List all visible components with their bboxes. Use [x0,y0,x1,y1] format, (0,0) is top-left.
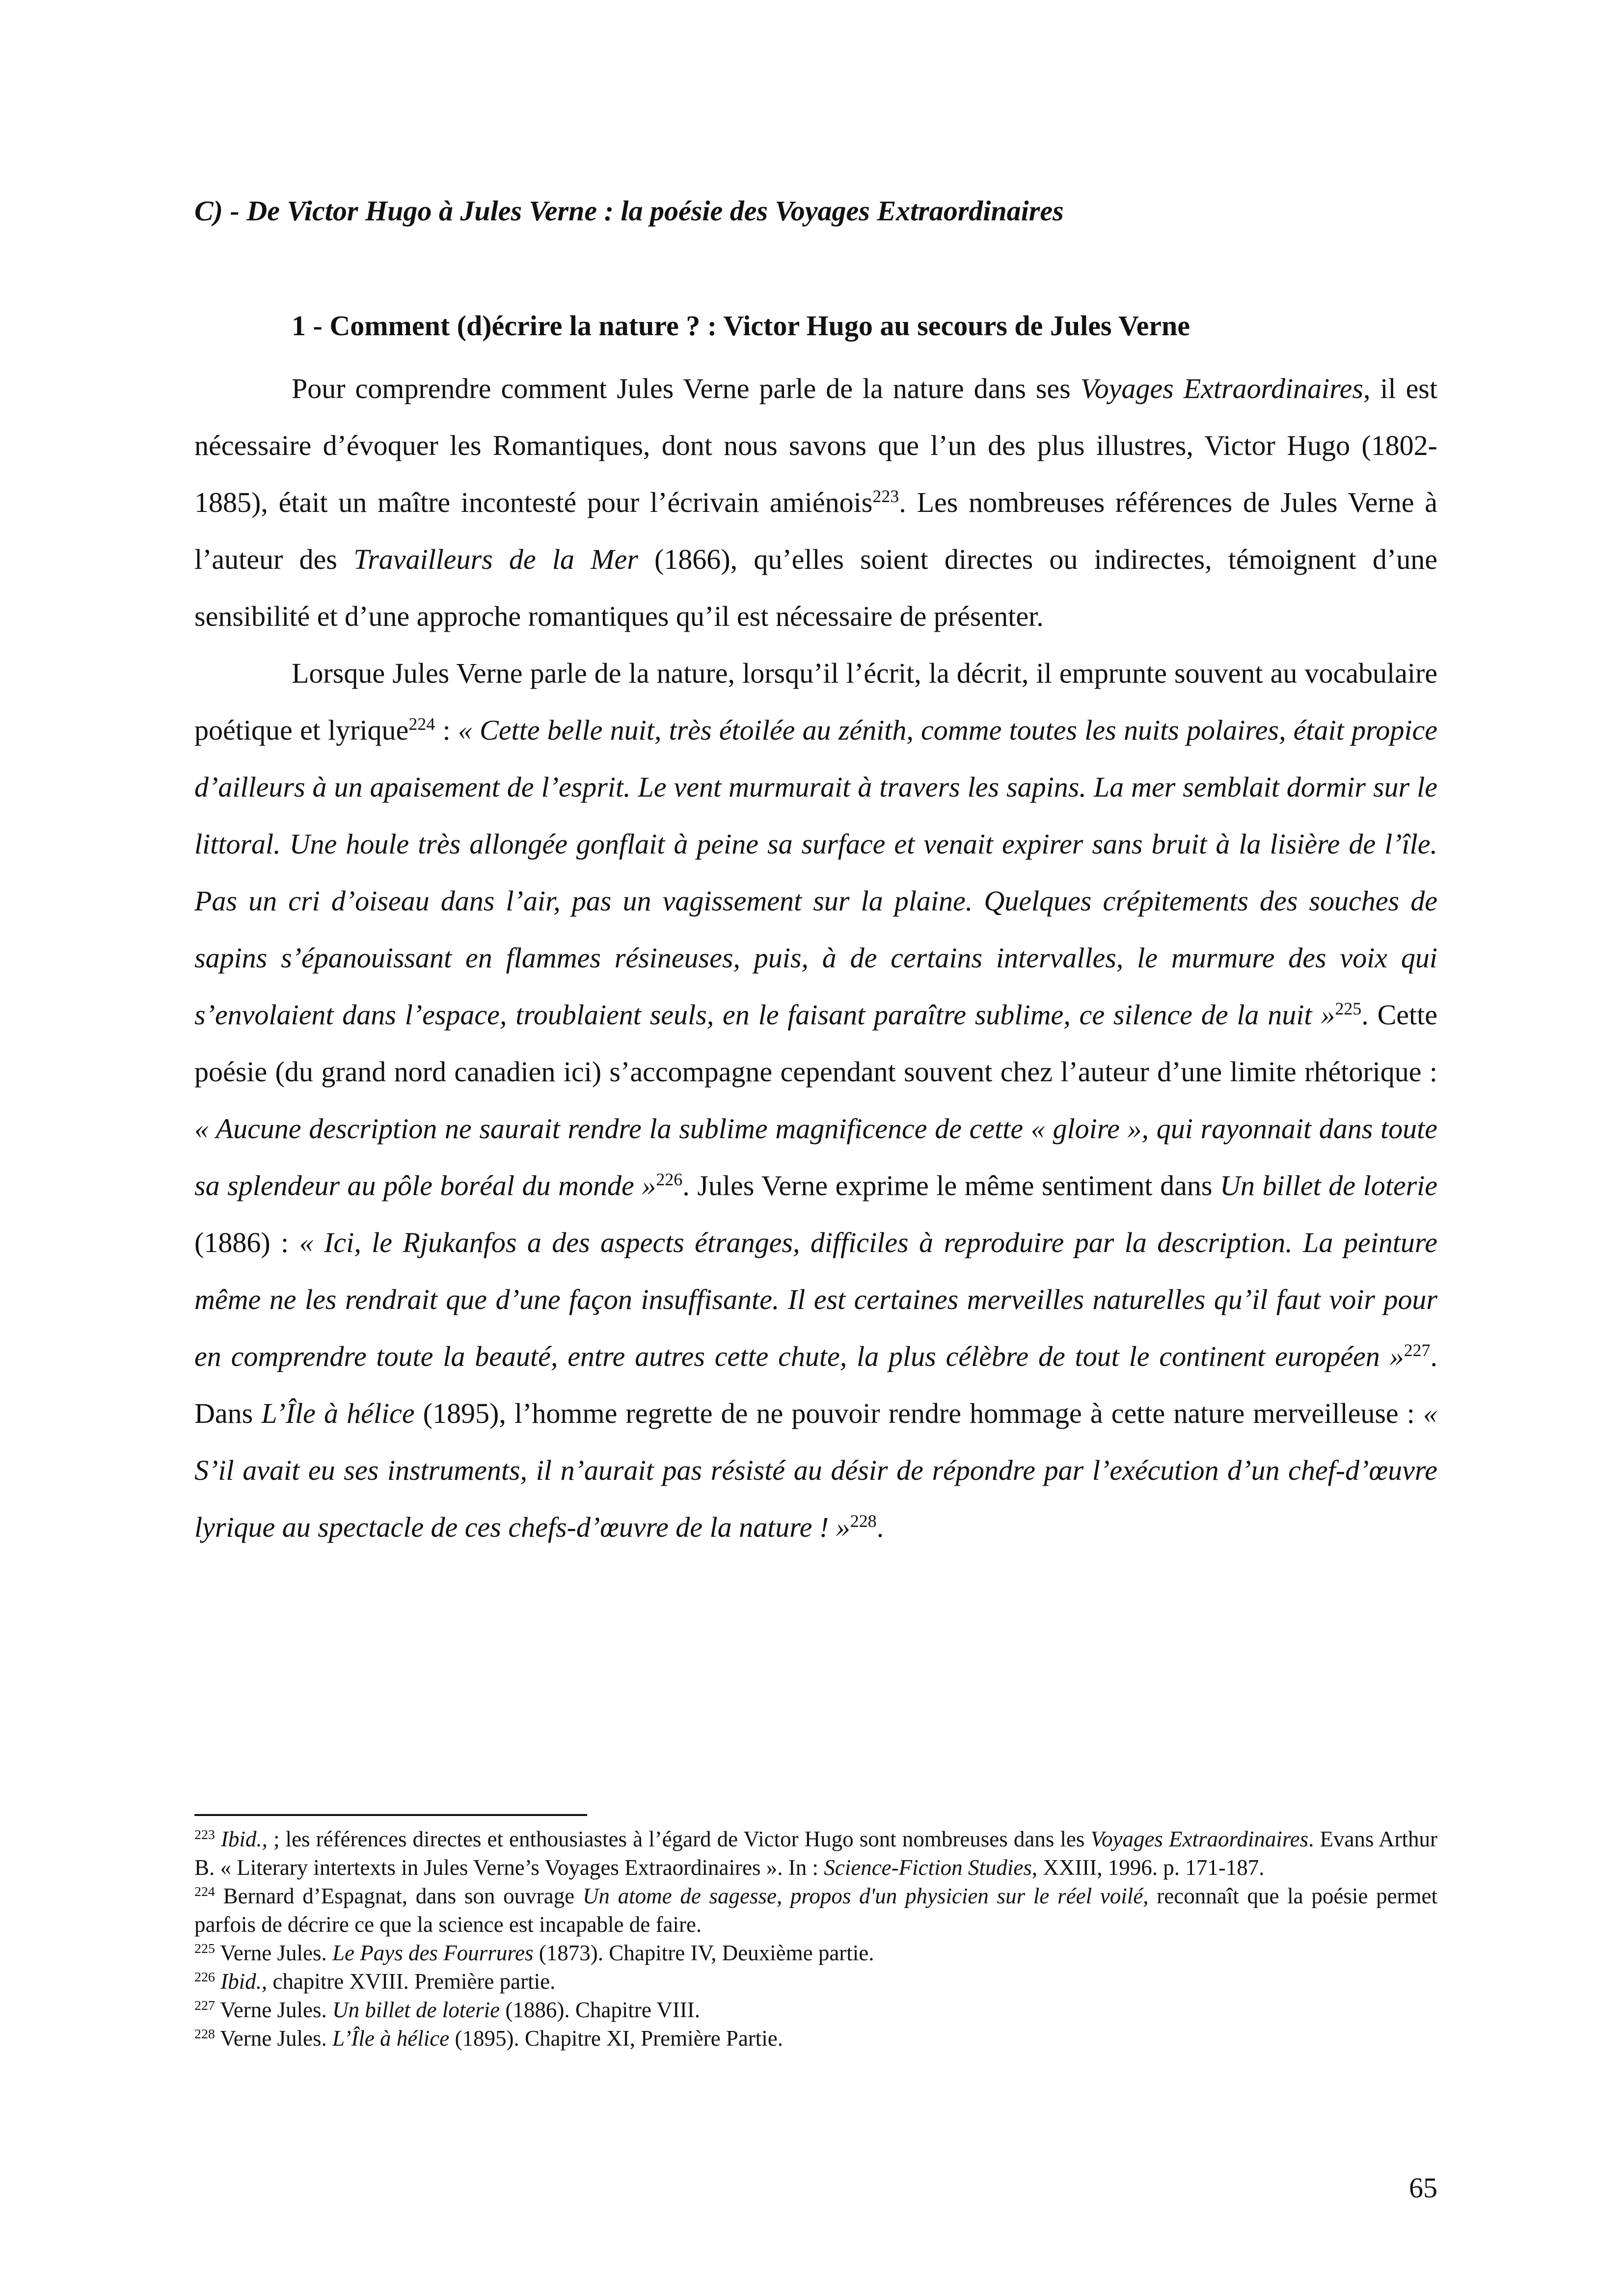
footnote-ref: 227 [1404,1340,1431,1361]
work-title: Voyages Extraordinaires [1080,373,1363,404]
footnote-227: $^{227}$ Verne Jules. Un billet de loterie (1886). Chapitre VIII. [194,1998,700,2022]
paragraph-2: Lorsque Jules Verne parle de la nature, lorsqu’il l’écrit, la décrit, il emprunte souvent au vocabulaire poétique et lyrique$^{224}$ : « Cette belle nuit, très étoilée au zénith, comme toutes les nuits polaires, était propice d’ailleurs à un apaisement de l’esprit. Le vent murmurait à travers les sapins. La mer semblait dormir sur le littoral. Une houle très allongée gonflait à peine sa surface et venait expirer sans bruit à la lisière de l’île. Pas un cri d’oiseau dans l’air, pas un vagissement sur la plaine. Quelques crépitements des souches de sapins s’épanouissant en flammes résineuses, puis, à de certains intervalles, le murmure des voix qui s’envolaient dans l’espace, troublaient seuls, en le faisant paraître sublime, ce silence de la nuit »$^{225}$. Cette poésie (du grand nord canadien ici) s’accompagne cependant souvent chez l’auteur d’une limite rhétorique : « Aucune description ne saurait rendre la sublime magnificence de cette « gloire », qui rayonnait dans toute sa splendeur au pôle boréal du monde »$^{226}$. Jules Verne exprime le même sentiment dans Un billet de loterie (1886) : « Ici, le Rjukanfos a des aspects étranges, difficiles à reproduire par la description. La peinture même ne les rendrait que d’une façon insuffisante. Il est certaines merveilles naturelles qu’il faut voir pour en comprendre toute la beauté, entre autres cette chute, la plus célèbre de tout le continent européen »$^{227}$. Dans L’Île à hélice (1895), l’homme regrette de ne pouvoir rendre hommage à cette nature merveilleuse : « S’il avait eu ses instruments, il n’aurait pas résisté au désir de répondre par l’exécution d’un chef-d’œuvre lyrique au spectacle de ces chefs-d’œuvre de la nature ! »$^{228}$. [194,657,1438,1543]
footnote-ref: 223 [872,486,899,507]
quotation: « Cette belle nuit, très étoilée au zénith, comme toutes les nuits polaires, était propice d’ailleurs à un apaisement de l’esprit. Le vent murmurait à travers les sapins. La mer semblait dormir sur le littoral. Une houle très allongée gonflait à peine sa surface et venait expirer sans bruit à la lisière de l’île. Pas un cri d’oiseau dans l’air, pas un vagissement sur la plaine. Quelques crépitements des souches de sapins s’épanouissant en flammes résineuses, puis, à de certains intervalles, le murmure des voix qui s’envolaient dans l’espace, troublaient seuls, en le faisant paraître sublime, ce silence de la nuit » [194,714,1437,1031]
paragraph-1: Pour comprendre comment Jules Verne parle de la nature dans ses Voyages Extraordinaires, il est nécessaire d’évoquer les Romantiques, dont nous savons que l’un des plus illustres, Victor Hugo (1802-1885), était un maître incontesté pour l’écrivain amiénois$^{223}$. Les nombreuses références de Jules Verne à l’auteur des Travailleurs de la Mer (1866), qu’elles soient directes ou indirectes, témoignent d’une sensibilité et d’une approche romantiques qu’il est nécessaire de présenter. [194,373,1437,632]
footnote-number: 226 [194,1969,215,1985]
footnote-number: 223 [194,1827,215,1842]
body-text [194,360,1437,1556]
footnotes [194,1825,1437,2053]
work-title: Un billet de loterie [1220,1170,1438,1201]
footnote-225: $^{225}$ Verne Jules. Le Pays des Fourrures (1873). Chapitre IV, Deuxième partie. [194,1941,874,1965]
footnote-ref: 226 [656,1170,683,1190]
footnote-number: 227 [194,1998,215,2013]
footnote-number: 224 [194,1884,215,1899]
section-title: C) - De Victor Hugo à Jules Verne : la poésie des Voyages Extraordinaires [194,195,1064,227]
work-title: L’Île à hélice [261,1397,415,1429]
work-title: Travailleurs de la Mer [353,543,638,575]
quotation: « Aucune description ne saurait rendre la sublime magnificence de cette « gloire », qui rayonnait dans toute sa splendeur au pôle boréal du monde » [194,1113,1437,1201]
footnote-ref: 228 [850,1511,877,1531]
quotation: « S’il avait eu ses instruments, il n’aurait pas résisté au désir de répondre par l’exécution d’un chef-d’œuvre lyrique au spectacle de ces chefs-d’œuvre de la nature ! » [194,1397,1437,1543]
footnote-ref: 225 [1335,999,1362,1019]
footnote-number: 225 [194,1941,215,1956]
footnote-228: $^{228}$ Verne Jules. L’Île à hélice (1895). Chapitre XI, Première Partie. [194,2026,784,2051]
footnote-224: $^{224}$ Bernard d’Espagnat, dans son ouvrage Un atome de sagesse, propos d'un physicien sur le réel voilé, reconnaît que la poésie permet parfois de décrire ce que la science est incapable de faire. [194,1884,1438,1937]
page-number: 65 [1409,2172,1437,2204]
footnote-separator [194,1814,587,1816]
footnote-223: $^{223}$ Ibid., ; les références directes et enthousiastes à l’égard de Victor Hugo sont nombreuses dans les Voyages Extraordinaires. Evans Arthur B. « Literary intertexts in Jules Verne’s Voyages Extraordinaires ». In : Science-Fiction Studies, XXIII, 1996. p. 171-187. [194,1827,1438,1880]
subsection-title: 1 - Comment (d)écrire la nature ? : Victor Hugo au secours de Jules Verne [292,310,1190,342]
footnote-number: 228 [194,2026,215,2042]
footnote-226: $^{226}$ Ibid., chapitre XVIII. Première partie. [194,1969,556,1994]
footnote-ref: 224 [408,714,435,734]
quotation: « Ici, le Rjukanfos a des aspects étranges, difficiles à reproduire par la description. La peinture même ne les rendrait que d’une façon insuffisante. Il est certaines merveilles naturelles qu’il faut voir pour en comprendre toute la beauté, entre autres cette chute, la plus célèbre de tout le continent européen » [194,1227,1437,1372]
